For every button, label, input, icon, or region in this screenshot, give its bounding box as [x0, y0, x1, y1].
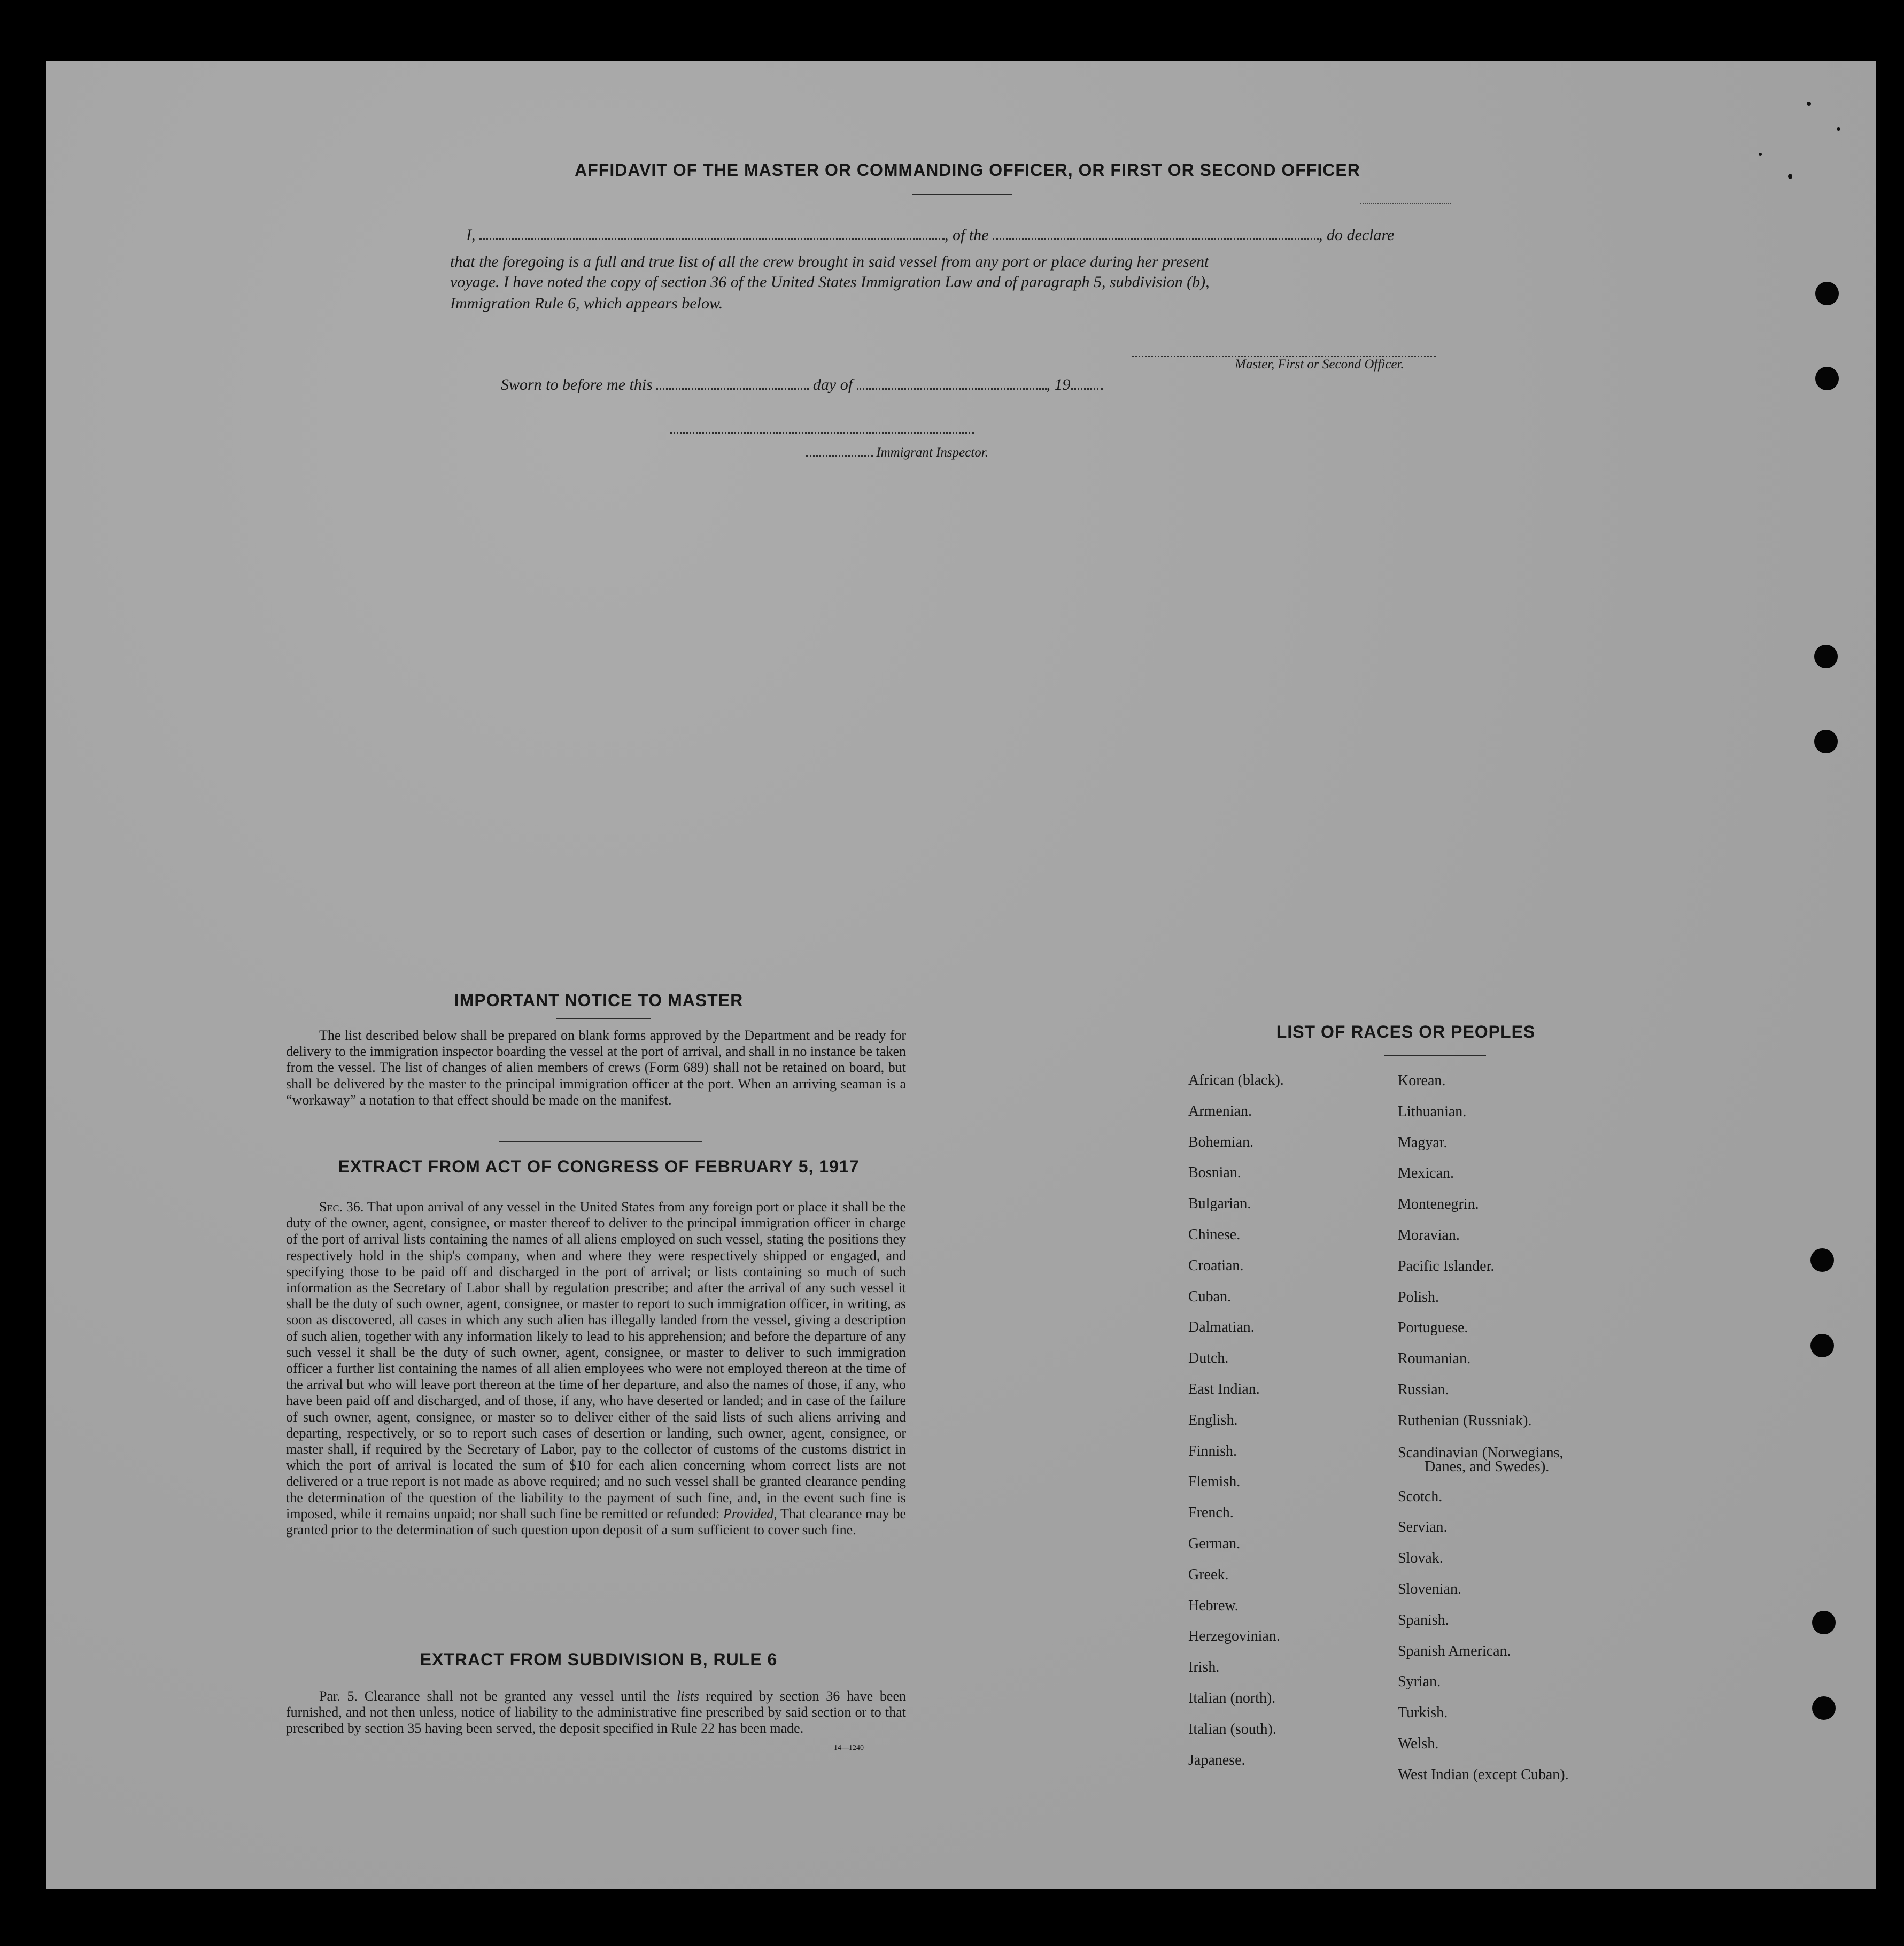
races-right-column	[1398, 1065, 1622, 1790]
extract-act-title: EXTRACT FROM ACT OF CONGRESS OF FEBRUARY 5, 1917	[338, 1157, 860, 1176]
race-item: Danes, and Swedes).	[1425, 1458, 1550, 1475]
race-item: Bosnian.	[1188, 1164, 1241, 1182]
race-item: Slovak.	[1398, 1550, 1443, 1567]
vessel-blank[interactable]	[993, 238, 1319, 240]
inspector-prefix-blank[interactable]	[806, 455, 873, 457]
race-item: East Indian.	[1188, 1380, 1260, 1397]
race-item: Bohemian.	[1188, 1133, 1254, 1150]
race-item: Turkish.	[1398, 1704, 1448, 1721]
race-item: English.	[1188, 1411, 1238, 1428]
punch-hole	[1812, 1611, 1836, 1634]
race-item: Dutch.	[1188, 1350, 1229, 1367]
punch-hole	[1814, 645, 1838, 668]
race-item: Magyar.	[1398, 1134, 1448, 1151]
extract-rule-title: EXTRACT FROM SUBDIVISION B, RULE 6	[420, 1650, 778, 1669]
ink-speck	[1807, 102, 1811, 106]
do-declare-label: , do declare	[1319, 226, 1395, 244]
punch-hole	[1810, 1248, 1834, 1272]
race-item: Japanese.	[1188, 1751, 1245, 1769]
races-title: LIST OF RACES OR PEOPLES	[1276, 1022, 1536, 1041]
section-number: Sec. 36.	[319, 1199, 364, 1215]
punch-hole	[1814, 730, 1838, 753]
races-rule	[1384, 1055, 1486, 1056]
name-blank[interactable]	[479, 238, 945, 240]
extract-rule-text-a: Par. 5. Clearance shall not be granted any vessel until the	[319, 1688, 677, 1704]
race-item: Lithuanian.	[1398, 1103, 1467, 1120]
race-item: Roumanian.	[1398, 1350, 1471, 1368]
race-item: French.	[1188, 1504, 1234, 1522]
race-item: Cuban.	[1188, 1288, 1232, 1305]
i-label: I,	[466, 226, 476, 244]
sworn-month-blank[interactable]	[857, 388, 1047, 390]
race-item: African (black).	[1188, 1072, 1284, 1088]
race-item: Finnish.	[1188, 1442, 1237, 1460]
form-number: 14—1240	[834, 1744, 864, 1752]
race-item: Polish.	[1398, 1288, 1439, 1306]
provided-word: Provided,	[723, 1505, 777, 1522]
race-item: Ruthenian (Russniak).	[1398, 1412, 1532, 1429]
year-label: , 19	[1046, 376, 1071, 393]
affidavit-line1	[466, 226, 1476, 244]
race-item: Dalmatian.	[1188, 1319, 1255, 1336]
race-item: Italian (north).	[1188, 1689, 1276, 1706]
race-item: Syrian.	[1398, 1673, 1441, 1690]
race-item: Bulgarian.	[1188, 1195, 1251, 1213]
title-rule	[912, 194, 1012, 195]
punch-hole	[1812, 1696, 1836, 1720]
master-caption: Master, First or Second Officer.	[1235, 357, 1404, 372]
sworn-year-blank[interactable]	[1071, 388, 1103, 390]
notice-body: The list described below shall be prepared on blank forms approved by the Department and be ready for delivery to the immigration inspector boarding the vessel at the port of arrival, and shall in no instance be taken from the vessel. The list of changes of alien members of crews (Form 689) shall not be retained on board, but shall be delivered by the master to the principal immigration officer at the port. When an arriving seaman is a “workaway” a notation to that effect should be made on the manifest.	[286, 1028, 906, 1108]
race-item: Pacific Islander.	[1398, 1257, 1495, 1275]
punch-hole	[1815, 367, 1839, 390]
race-item: Flemish.	[1188, 1473, 1241, 1491]
race-item: Hebrew.	[1188, 1597, 1239, 1614]
of-the-label: , of the	[945, 226, 989, 244]
race-item: Moravian.	[1398, 1226, 1460, 1244]
race-item: Russian.	[1398, 1381, 1449, 1398]
race-item: Armenian.	[1188, 1102, 1252, 1119]
affidavit-line4: Immigration Rule 6, which appears below.	[450, 295, 723, 312]
short-dotted-mark	[1360, 203, 1451, 204]
race-item: Scotch.	[1398, 1488, 1443, 1505]
race-item: Korean.	[1398, 1072, 1446, 1089]
affidavit-line2: that the foregoing is a full and true list of all the crew brought in said vessel from any port or place during her present	[450, 253, 1209, 271]
race-item: Spanish.	[1398, 1611, 1449, 1628]
extract-act-text-end: That clearance may be granted prior to the determination of such question upon deposit of a sum sufficient to cover such fine.	[286, 1505, 906, 1538]
race-item: Chinese.	[1188, 1226, 1241, 1243]
sworn-day-blank[interactable]	[656, 388, 809, 390]
races-left-column	[1188, 1065, 1381, 1775]
race-item: Irish.	[1188, 1659, 1220, 1676]
race-item: Mexican.	[1398, 1165, 1454, 1182]
affidavit-title: AFFIDAVIT OF THE MASTER OR COMMANDING OFFICER, OR FIRST OR SECOND OFFICER	[575, 160, 1360, 180]
punch-hole	[1815, 282, 1839, 305]
notice-rule	[556, 1018, 651, 1019]
race-item: Italian (south).	[1188, 1720, 1276, 1738]
lists-word: lists	[677, 1688, 699, 1704]
race-item: Spanish American.	[1398, 1642, 1511, 1659]
race-item: Slovenian.	[1398, 1580, 1461, 1597]
extract-act-text: That upon arrival of any vessel in the United States from any foreign port or place it shall be the duty of the owner, agent, consignee, or master thereof to deliver to the principal immigration officer in charge of the port of arrival lists containing the names of all aliens employed on such vessel, stating the positions they respectively hold in the ship's company, when and where they were respectively shipped or engaged, and specifying those to be paid off and discharged in the port of arrival; or lists containing so much of such information as the Secretary of Labor shall by regulation prescribe; and after the arrival of any such vessel it shall be the duty of such owner, agent, consignee, or master to report to such immigration officer, in writing, as soon as discovered, all cases in which any such alien has illegally landed from the vessel, giving a description of such alien, together with any information likely to lead to his apprehension; and before the departure of any such vessel it shall be the duty of such owner, agent, consignee, or master to deliver to such immigration officer a further list containing the names of all alien employees who were not employed thereon at the time of the arrival but who will leave port thereon at the time of her departure, and also the names of those, if any, who have been paid off and discharged, and of those, if any, who have deserted or landed; and in case of the failure of such owner, agent, consignee, or master so to deliver either of the said lists of such aliens arriving and departing, respectively, or so to report such cases of desertion or landing, such owner, agent, consignee, or master shall, if required by the Secretary of Labor, pay to the collector of customs of the customs district in which the port of arrival is located the sum of $10 for each alien concerning whom correct lists are not delivered or a true report is not made as above required; and no such vessel shall be granted clearance pending the determination of the question of the liability to the payment of such fine, and, in the event such fine is imposed, while it remains unpaid; nor shall such fine be remitted or refunded:	[286, 1199, 907, 1522]
section-rule	[499, 1141, 702, 1142]
race-item: Montenegrin.	[1398, 1196, 1479, 1213]
punch-hole	[1810, 1334, 1834, 1357]
race-item: German.	[1188, 1535, 1241, 1552]
affidavit-line3: voyage. I have noted the copy of section 36 of the United States Immigration Law and of paragraph 5, subdivision (b),	[450, 273, 1210, 291]
day-of-label: day of	[812, 376, 853, 393]
notice-title: IMPORTANT NOTICE TO MASTER	[454, 991, 744, 1010]
race-item: Welsh.	[1398, 1735, 1439, 1752]
race-item: Portuguese.	[1398, 1319, 1468, 1337]
inspector-signature-line[interactable]	[670, 432, 974, 434]
race-item: Greek.	[1188, 1566, 1229, 1583]
extract-act-body	[286, 1199, 906, 1538]
race-item: West Indian (except Cuban).	[1398, 1766, 1569, 1783]
extract-rule-text-b: required by section 36 have been furnished, and not then unless, notice of liability to the administrative fine prescribed by said section or to that prescribed by section 35 having been served, the deposit specified in Rule 22 has been made.	[286, 1688, 906, 1736]
ink-speck	[1788, 174, 1792, 179]
inspector-caption-text: Immigrant Inspector.	[876, 445, 988, 460]
sworn-label: Sworn to before me this	[501, 376, 653, 393]
extract-rule-body	[286, 1688, 906, 1737]
race-item: Croatian.	[1188, 1257, 1244, 1274]
ink-speck	[1759, 153, 1762, 156]
inspector-caption	[806, 445, 988, 460]
race-item: Scandinavian (Norwegians,	[1398, 1444, 1564, 1461]
ink-speck	[1837, 127, 1840, 131]
race-item: Herzegovinian.	[1188, 1628, 1280, 1645]
race-item: Servian.	[1398, 1519, 1448, 1536]
sworn-line	[501, 376, 1103, 394]
